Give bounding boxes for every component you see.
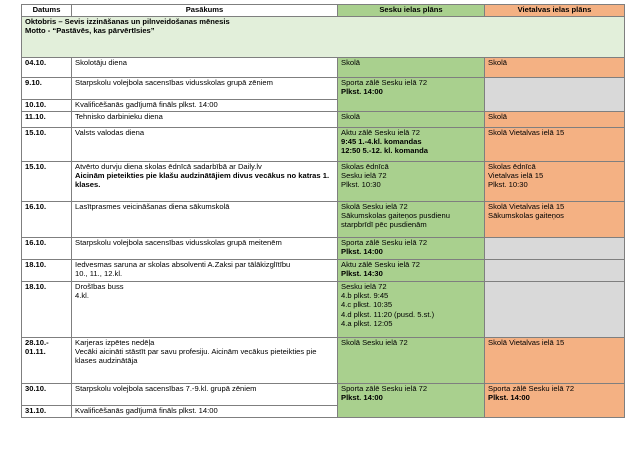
row-date: 18.10. xyxy=(22,260,72,282)
row-date: 18.10. xyxy=(22,282,72,338)
vietalvas-line: Skolā Vietalvas ielā 15 xyxy=(488,202,565,211)
row-event xyxy=(72,162,338,202)
row-date: 10.10. xyxy=(22,100,72,112)
month-title: Oktobris – Sevis izzināšanas un pilnveidošanas mēnesis xyxy=(25,17,230,26)
table-row xyxy=(22,282,625,338)
sesku-line: 4.b plkst. 9:45 xyxy=(341,291,389,301)
sesku-line: Sporta zālē Sesku ielā 72 xyxy=(341,384,428,393)
row-sesku: Skolā xyxy=(338,112,485,128)
month-motto: Motto - “Pastāvēs, kas pārvērtīsies” xyxy=(25,26,155,36)
sesku-line: Plkst. 14:30 xyxy=(341,269,383,279)
row-vietalvas: Skolā Vietalvas ielā 15 xyxy=(485,128,625,162)
header-row xyxy=(22,5,625,17)
row-sesku xyxy=(338,162,485,202)
table-row xyxy=(22,238,625,260)
sesku-line: Sporta zālē Sesku ielā 72 xyxy=(341,238,428,247)
row-vietalvas xyxy=(485,238,625,260)
row-event xyxy=(72,338,338,384)
table-row xyxy=(22,202,625,238)
sesku-line: 4.a plkst. 12:05 xyxy=(341,318,393,328)
sesku-line: 12:50 5.-12. kl. komanda xyxy=(341,146,428,156)
row-sesku xyxy=(338,78,485,112)
row-sesku xyxy=(338,282,485,338)
row-date: 04.10. xyxy=(22,58,72,78)
month-banner xyxy=(22,17,625,58)
row-event: Lasītprasmes veicināšanas diena sākumskolā xyxy=(72,202,338,238)
sesku-line: Aktu zālē Sesku ielā 72 xyxy=(341,260,420,269)
row-vietalvas: Skolā xyxy=(485,58,625,78)
row-event xyxy=(72,260,338,282)
row-sesku xyxy=(338,128,485,162)
event-line: Atvērto durvju diena skolas ēdnīcā sadarbībā ar Daily.lv xyxy=(75,162,262,171)
table-row xyxy=(22,58,625,78)
vietalvas-line: Skolas ēdnīcā xyxy=(488,162,536,171)
vietalvas-line: Sporta zālē Sesku ielā 72 xyxy=(488,384,575,393)
row-sesku xyxy=(338,384,485,418)
table-row xyxy=(22,384,625,406)
row-event: Starpskolu volejbola sacensības 7.-9.kl. grupā zēniem xyxy=(72,384,338,406)
event-line: Drošības buss xyxy=(75,282,124,291)
row-vietalvas xyxy=(485,162,625,202)
sesku-line: 4.d plkst. 11:20 (pusd. 5.st.) xyxy=(341,309,435,319)
header-vietalvas: Vietalvas ielas plāns xyxy=(485,5,625,17)
row-date xyxy=(22,338,72,384)
event-line: 10., 11., 12.kl. xyxy=(75,269,123,279)
row-vietalvas xyxy=(485,78,625,112)
row-vietalvas: Skolā Vietalvas ielā 15 xyxy=(485,338,625,384)
table-row xyxy=(22,260,625,282)
date-line: 01.11. xyxy=(25,347,46,357)
sesku-line: Plkst. 10:30 xyxy=(341,180,381,190)
table-row xyxy=(22,128,625,162)
row-date: 31.10. xyxy=(22,406,72,418)
row-vietalvas xyxy=(485,260,625,282)
row-date: 15.10. xyxy=(22,128,72,162)
header-event: Pasākums xyxy=(72,5,338,17)
sesku-line: Sākumskolas gaiteņos pusdienu starpbrīdī pēc pusdienām xyxy=(341,211,450,230)
table-row xyxy=(22,112,625,128)
row-sesku xyxy=(338,260,485,282)
sesku-line: Skolas ēdnīcā xyxy=(341,162,389,171)
row-event xyxy=(72,282,338,338)
row-date: 11.10. xyxy=(22,112,72,128)
sesku-line: Skolā Sesku ielā 72 xyxy=(341,202,408,211)
row-event: Starpskolu volejbola sacensības vidusskolas grupā zēniem xyxy=(72,78,338,100)
header-sesku: Sesku ielas plāns xyxy=(338,5,485,17)
sesku-line: Plkst. 14:00 xyxy=(341,393,383,403)
sesku-line: Sesku ielā 72 xyxy=(341,282,387,291)
row-sesku: Skolā xyxy=(338,58,485,78)
sesku-line: Plkst. 14:00 xyxy=(341,247,383,257)
sesku-line: Plkst. 14:00 xyxy=(341,87,383,97)
row-event: Kvalificēšanās gadījumā fināls plkst. 14:00 xyxy=(72,406,338,418)
vietalvas-line: Plkst. 10:30 xyxy=(488,180,528,190)
event-line: Iedvesmas saruna ar skolas absolventi A.Zaksi par tālākizglītību xyxy=(75,260,291,269)
row-event: Skolotāju diena xyxy=(72,58,338,78)
row-vietalvas xyxy=(485,202,625,238)
row-event: Tehnisko darbinieku diena xyxy=(72,112,338,128)
vietalvas-line: Plkst. 14:00 xyxy=(488,393,530,403)
vietalvas-line: Sākumskolas gaiteņos xyxy=(488,211,564,221)
row-date: 15.10. xyxy=(22,162,72,202)
row-event: Starpskolu volejbola sacensības vidusskolas grupā meitenēm xyxy=(72,238,338,260)
sesku-line: Sesku ielā 72 xyxy=(341,171,387,181)
row-vietalvas: Skolā xyxy=(485,112,625,128)
sesku-line: Sporta zālē Sesku ielā 72 xyxy=(341,78,428,87)
event-line: Karjeras izpētes nedēļa xyxy=(75,338,155,347)
row-date: 16.10. xyxy=(22,202,72,238)
table-row xyxy=(22,78,625,100)
month-row xyxy=(22,17,625,58)
row-vietalvas xyxy=(485,384,625,418)
row-event: Kvalificēšanās gadījumā fināls plkst. 14:00 xyxy=(72,100,338,112)
row-event: Valsts valodas diena xyxy=(72,128,338,162)
table-row xyxy=(22,338,625,384)
vietalvas-line: Vietalvas ielā 15 xyxy=(488,171,544,181)
row-date: 30.10. xyxy=(22,384,72,406)
date-line: 28.10.- xyxy=(25,338,49,347)
sesku-line: 9:45 1.-4.kl. komandas xyxy=(341,137,422,147)
row-sesku: Skolā Sesku ielā 72 xyxy=(338,338,485,384)
event-line: Aicinām pieteikties pie klašu audzinātājiem divus vecākus no katras 1. klases. xyxy=(75,171,330,190)
events-table xyxy=(21,4,625,418)
sesku-line: 4.c plkst. 10:35 xyxy=(341,300,393,310)
row-sesku xyxy=(338,202,485,238)
row-sesku xyxy=(338,238,485,260)
sesku-line: Aktu zālē Sesku ielā 72 xyxy=(341,128,420,137)
row-date: 9.10. xyxy=(22,78,72,100)
header-date: Datums xyxy=(22,5,72,17)
event-line: Vecāki aicināti stāstīt par savu profesiju. Aicinām vecākus pieteikties pie klases audzinātāja xyxy=(75,347,317,366)
event-line: 4.kl. xyxy=(75,291,89,301)
row-date: 16.10. xyxy=(22,238,72,260)
table-row xyxy=(22,162,625,202)
row-vietalvas xyxy=(485,282,625,338)
